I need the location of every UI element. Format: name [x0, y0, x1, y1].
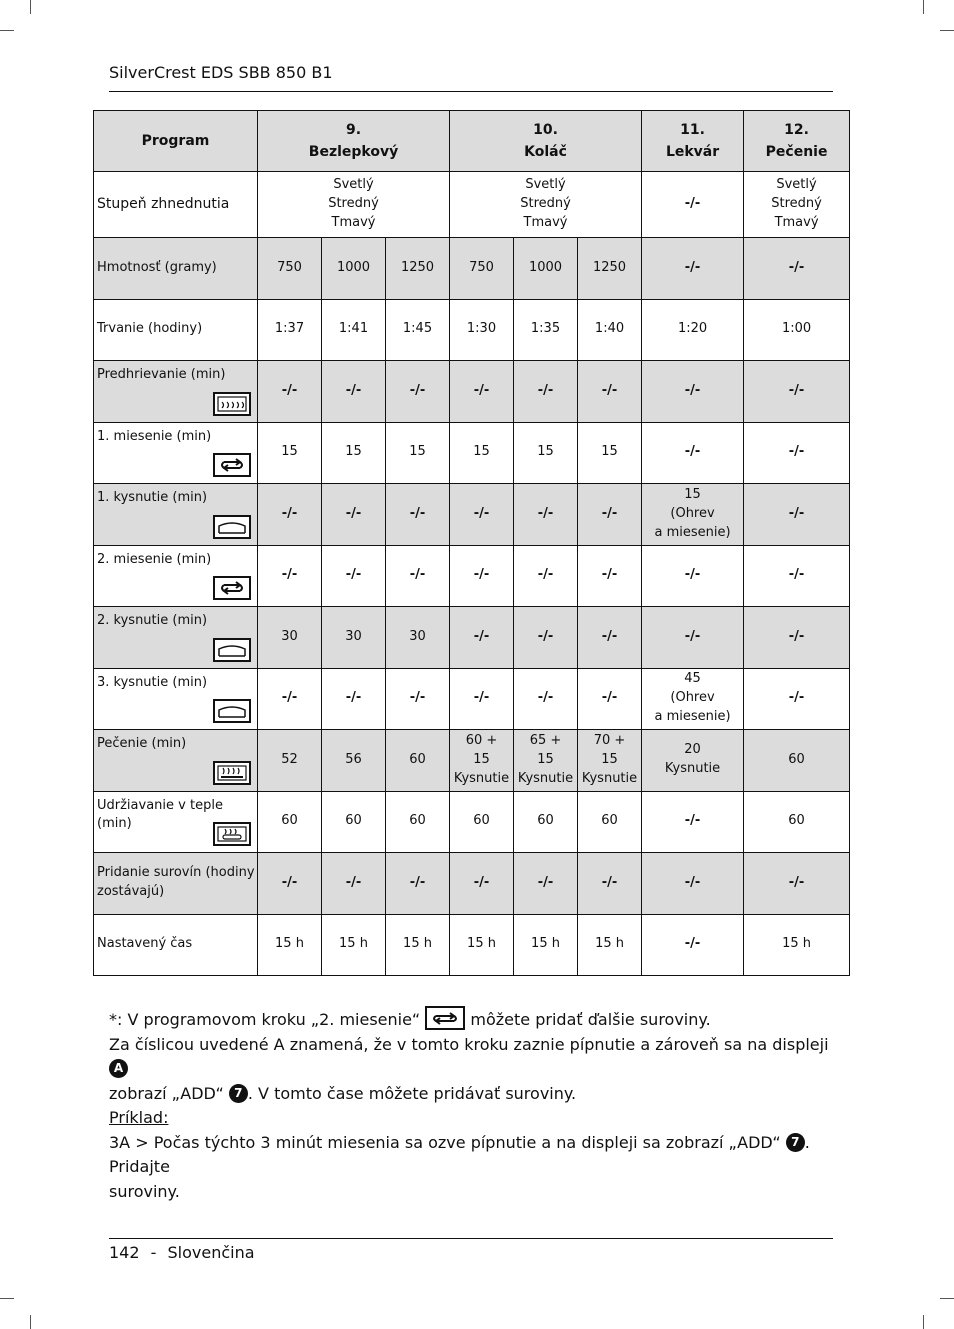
table-cell: -/-	[578, 853, 642, 915]
table-row	[94, 484, 850, 546]
table-cell: -/-	[514, 545, 578, 607]
rise-icon	[213, 699, 251, 723]
table-cell: 30	[386, 607, 450, 669]
table-cell: 45 (Ohrev a miesenie)	[642, 668, 744, 730]
table-cell: -/-	[744, 484, 850, 546]
table-cell: 15 h	[744, 914, 850, 976]
row-label: Stupeň zhnednutia	[94, 172, 258, 238]
browning-cell: Svetlý Stredný Tmavý	[744, 172, 850, 238]
row-label: Nastavený čas	[94, 914, 258, 976]
table-header-row	[94, 111, 850, 172]
bake-icon	[213, 761, 251, 785]
table-cell: -/-	[642, 238, 744, 300]
footer-rule	[109, 1238, 833, 1239]
crop-mark	[940, 1298, 954, 1299]
table-cell: -/-	[642, 914, 744, 976]
table-cell: -/-	[642, 791, 744, 853]
table-cell: 15	[322, 422, 386, 484]
table-cell: -/-	[386, 668, 450, 730]
crop-mark	[923, 0, 924, 14]
row-label: 2. miesenie (min)	[94, 545, 258, 607]
table-cell: -/-	[642, 545, 744, 607]
table-cell: -/-	[450, 853, 514, 915]
table-cell: 15 h	[450, 914, 514, 976]
program-12-header: 12. Pečenie	[744, 111, 850, 172]
table-row	[94, 361, 850, 423]
table-row	[94, 299, 850, 361]
table-cell: -/-	[450, 484, 514, 546]
program-table	[93, 110, 850, 976]
knead-icon	[213, 576, 251, 600]
table-cell: -/-	[578, 484, 642, 546]
row-label: 2. kysnutie (min)	[94, 607, 258, 669]
table-cell: 20 Kysnutie	[642, 730, 744, 792]
table-cell: -/-	[578, 361, 642, 423]
table-cell: 1000	[514, 238, 578, 300]
row-label: Pečenie (min)	[94, 730, 258, 792]
page-header: SilverCrest EDS SBB 850 B1	[109, 63, 333, 82]
note-line: zobrazí „ADD“ 7 . V tomto čase môžete pridávať suroviny.	[109, 1083, 577, 1103]
table-cell: -/-	[450, 607, 514, 669]
table-row	[94, 668, 850, 730]
rise-icon	[213, 515, 251, 539]
table-cell: -/-	[514, 607, 578, 669]
table-cell: -/-	[744, 361, 850, 423]
table-cell: 60	[322, 791, 386, 853]
table-cell: 60	[578, 791, 642, 853]
row-label: Pridanie surovín (hodiny zostávajú)	[94, 853, 258, 915]
table-cell: 15	[578, 422, 642, 484]
table-cell: -/-	[744, 422, 850, 484]
table-cell: 15 h	[514, 914, 578, 976]
example-heading: Príklad:	[109, 1108, 169, 1127]
table-cell: 60	[744, 730, 850, 792]
crop-mark	[30, 0, 31, 14]
table-cell: 750	[450, 238, 514, 300]
table-cell: -/-	[258, 668, 322, 730]
table-cell: -/-	[258, 361, 322, 423]
table-cell: -/-	[386, 361, 450, 423]
table-cell: 1:30	[450, 299, 514, 361]
marker-7-icon: 7	[786, 1133, 805, 1152]
table-cell: 750	[258, 238, 322, 300]
table-cell: 15 h	[386, 914, 450, 976]
crop-mark	[940, 30, 954, 31]
row-label: 1. kysnutie (min)	[94, 484, 258, 546]
row-label: 3. kysnutie (min)	[94, 668, 258, 730]
table-cell: -/-	[386, 545, 450, 607]
table-row	[94, 914, 850, 976]
table-row	[94, 422, 850, 484]
row-label: Predhrievanie (min)	[94, 361, 258, 423]
table-cell: -/-	[258, 545, 322, 607]
table-cell: 1250	[386, 238, 450, 300]
table-cell: -/-	[386, 484, 450, 546]
table-cell: 60	[258, 791, 322, 853]
program-header: Program	[94, 111, 258, 172]
table-cell: -/-	[578, 545, 642, 607]
table-cell: 1:41	[322, 299, 386, 361]
knead-icon	[425, 1006, 465, 1030]
note-line: suroviny.	[109, 1181, 180, 1201]
table-cell: -/-	[450, 668, 514, 730]
table-cell: 60	[450, 791, 514, 853]
table-cell: 52	[258, 730, 322, 792]
table-cell: -/-	[642, 361, 744, 423]
browning-cell: -/-	[642, 172, 744, 238]
program-11-header: 11. Lekvár	[642, 111, 744, 172]
keep-warm-icon	[213, 822, 251, 846]
table-cell: 15	[258, 422, 322, 484]
row-label: 1. miesenie (min)	[94, 422, 258, 484]
browning-cell: Svetlý Stredný Tmavý	[258, 172, 450, 238]
table-cell: -/-	[322, 484, 386, 546]
table-cell: 15 h	[578, 914, 642, 976]
table-cell: -/-	[642, 853, 744, 915]
table-cell: -/-	[322, 545, 386, 607]
crop-mark	[0, 30, 14, 31]
table-cell: 15	[514, 422, 578, 484]
table-row	[94, 172, 850, 238]
rise-icon	[213, 638, 251, 662]
table-cell: 15 h	[322, 914, 386, 976]
table-cell: 60	[514, 791, 578, 853]
table-cell: 1:20	[642, 299, 744, 361]
browning-cell: Svetlý Stredný Tmavý	[450, 172, 642, 238]
table-cell: -/-	[322, 853, 386, 915]
table-cell: -/-	[450, 545, 514, 607]
marker-7-icon: 7	[229, 1084, 248, 1103]
table-cell: -/-	[258, 484, 322, 546]
table-row	[94, 238, 850, 300]
table-row	[94, 791, 850, 853]
row-label: Trvanie (hodiny)	[94, 299, 258, 361]
table-cell: -/-	[258, 853, 322, 915]
table-cell: 1:35	[514, 299, 578, 361]
page-number: 142	[109, 1243, 140, 1262]
table-cell: -/-	[744, 853, 850, 915]
note-line: 3A > Počas týchto 3 minút miesenia sa ozve pípnutie a na displeji sa zobrazí „ADD“ 7 . Pridajte	[109, 1132, 810, 1176]
table-cell: 1000	[322, 238, 386, 300]
table-cell: 30	[322, 607, 386, 669]
table-cell: 60	[386, 791, 450, 853]
header-rule	[109, 91, 833, 92]
program-10-header: 10. Koláč	[450, 111, 642, 172]
table-cell: -/-	[450, 361, 514, 423]
table-cell: -/-	[578, 668, 642, 730]
preheat-icon	[213, 392, 251, 416]
language-label: Slovenčina	[167, 1243, 255, 1262]
program-9-header: 9. Bezlepkový	[258, 111, 450, 172]
knead-icon	[213, 453, 251, 477]
table-cell: 1:37	[258, 299, 322, 361]
table-cell: 60 + 15 Kysnutie	[450, 730, 514, 792]
row-label: Hmotnosť (gramy)	[94, 238, 258, 300]
crop-mark	[923, 1315, 924, 1329]
table-cell: 1:40	[578, 299, 642, 361]
note-line: Za číslicou uvedené A znamená, že v tomto kroku zaznie pípnutie a zároveň sa na displeji A	[109, 1033, 829, 1082]
notes	[109, 1006, 829, 1204]
table-cell: 1:45	[386, 299, 450, 361]
marker-a-icon: A	[109, 1059, 128, 1078]
table-cell: 1:00	[744, 299, 850, 361]
table-cell: 15	[386, 422, 450, 484]
table-cell: -/-	[642, 422, 744, 484]
table-cell: -/-	[514, 484, 578, 546]
table-cell: 70 + 15 Kysnutie	[578, 730, 642, 792]
table-row	[94, 607, 850, 669]
table-cell: -/-	[514, 668, 578, 730]
page-footer: 142 - Slovenčina	[109, 1243, 255, 1262]
table-cell: -/-	[578, 607, 642, 669]
table-cell: -/-	[514, 853, 578, 915]
table-cell: 30	[258, 607, 322, 669]
table-cell: -/-	[322, 668, 386, 730]
table-cell: -/-	[642, 607, 744, 669]
table-row	[94, 730, 850, 792]
table-row	[94, 545, 850, 607]
table-cell: 1250	[578, 238, 642, 300]
table-cell: 15	[450, 422, 514, 484]
crop-mark	[30, 1315, 31, 1329]
table-cell: 15 (Ohrev a miesenie)	[642, 484, 744, 546]
table-cell: -/-	[744, 545, 850, 607]
table-cell: 60	[386, 730, 450, 792]
table-cell: -/-	[322, 361, 386, 423]
table-cell: -/-	[744, 238, 850, 300]
table-cell: 56	[322, 730, 386, 792]
table-cell: -/-	[744, 607, 850, 669]
table-cell: -/-	[386, 853, 450, 915]
table-cell: -/-	[744, 668, 850, 730]
row-label: Udržiavanie v teple (min)	[94, 791, 258, 853]
table-cell: 65 + 15 Kysnutie	[514, 730, 578, 792]
crop-mark	[0, 1298, 14, 1299]
table-cell: -/-	[514, 361, 578, 423]
table-cell: 15 h	[258, 914, 322, 976]
table-cell: 60	[744, 791, 850, 853]
table-row	[94, 853, 850, 915]
note-line: *: V programovom kroku „2. miesenie“ môžete pridať ďalšie suroviny.	[109, 1006, 829, 1033]
